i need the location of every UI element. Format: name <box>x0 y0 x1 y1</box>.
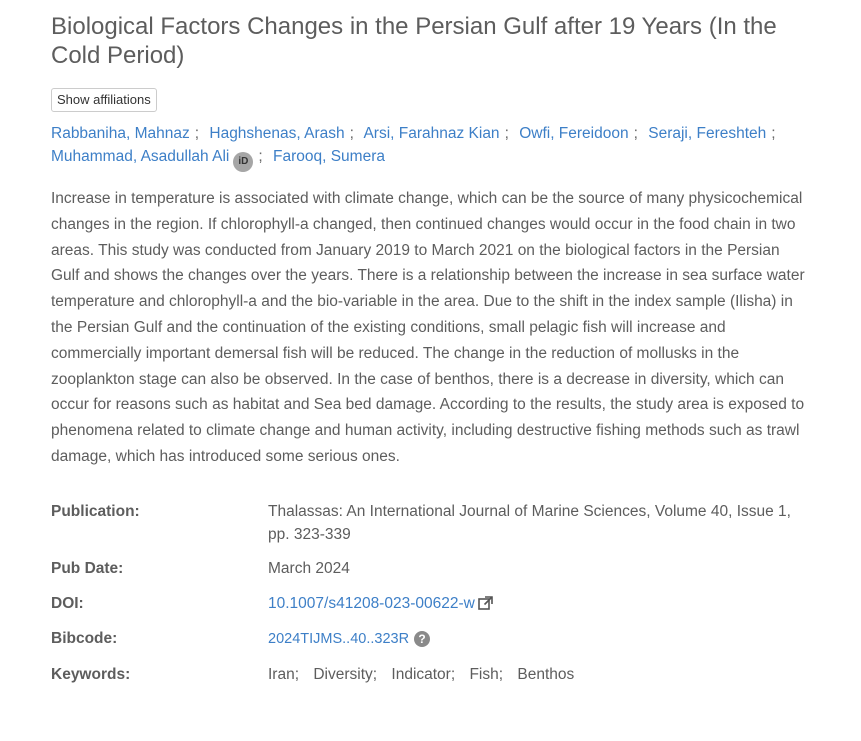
bibcode-row <box>51 627 811 663</box>
show-affiliations-button[interactable]: Show affiliations <box>51 88 157 112</box>
keywords-row <box>51 663 811 693</box>
keyword-item: Benthos <box>517 666 575 683</box>
publication-value: Thalassas: An International Journal of Marine Sciences, Volume 40, Issue 1, pp. 323-339 <box>268 503 791 543</box>
author-link[interactable]: Haghshenas, Arash <box>209 125 345 142</box>
doi-value <box>268 592 811 627</box>
keyword-item: Iran <box>268 666 295 683</box>
page-title: Biological Factors Changes in the Persian Gulf after 19 Years (In the Cold Period) <box>51 13 777 69</box>
author-link[interactable]: Rabbaniha, Mahnaz <box>51 125 190 142</box>
publication-row <box>51 500 811 557</box>
keyword-separator: ; <box>498 666 504 683</box>
author-separator: ; <box>194 125 200 142</box>
keyword-item: Fish <box>469 666 499 683</box>
author-link[interactable]: Farooq, Sumera <box>272 148 385 165</box>
author-separator: ; <box>258 148 263 165</box>
pubdate-row <box>51 557 811 592</box>
question-circle-icon[interactable]: ? <box>414 631 430 647</box>
author-separator: ; <box>349 125 354 142</box>
bibcode-link[interactable]: 2024TIJMS..40..323R <box>268 631 410 647</box>
author-separator: ; <box>633 125 638 142</box>
author-link[interactable]: Seraji, Fereshteh <box>648 125 767 142</box>
pubdate-label: Pub Date: <box>51 560 124 577</box>
author-separator: ; <box>504 125 509 142</box>
author-link[interactable]: Arsi, Farahnaz Kian <box>363 125 500 142</box>
keywords-label: Keywords: <box>51 666 131 683</box>
keywords-list <box>268 663 811 693</box>
author-link[interactable]: Muhammad, Asadullah Ali <box>51 148 230 165</box>
doi-link[interactable]: 10.1007/s41208-023-00622-w <box>268 595 475 612</box>
doi-label: DOI: <box>51 595 84 612</box>
abstract-text: Increase in temperature is associated with climate change, which can be the source of many physicochemical changes in the region. If chlorophyll-a changed, then continued changes would occur in the food chain in two areas. This study was conducted from January 2019 to March 2021 on the biological factors in the Persian Gulf and shows the changes over the years. There is a relationship between the increase in sea surface water temperature and chlorophyll-a and the bio-variable in the area. Due to the shift in the index sample (Ilisha) in the Persian Gulf and the continuation of the existing conditions, small pelagic fish will increase and commercially important demersal fish will be reduced. The change in the reduction of mollusks in the zooplankton stage can also be observed. In the case of benthos, there is a decrease in diversity, which can occur for reasons such as habitat and Sea bed damage. According to the results, the study area is exposed to phenomena related to climate change and human activity, including destructive fishing methods such as trawl damage, which has introduced some serious ones. <box>51 190 805 465</box>
bibcode-value <box>268 627 811 663</box>
author-list <box>51 122 811 172</box>
keyword-item: Indicator <box>391 666 451 683</box>
orcid-icon[interactable]: iD <box>233 152 253 172</box>
author-link[interactable]: Owfi, Fereidoon <box>519 125 629 142</box>
keyword-separator: ; <box>372 666 378 683</box>
external-link-icon[interactable] <box>478 594 493 617</box>
publication-label: Publication: <box>51 503 140 520</box>
keyword-separator: ; <box>294 666 300 683</box>
author-separator: ; <box>771 125 776 142</box>
bibcode-label: Bibcode: <box>51 630 118 647</box>
metadata-table <box>51 500 811 693</box>
pubdate-value: March 2024 <box>268 560 350 577</box>
keyword-item: Diversity <box>313 666 373 683</box>
doi-row <box>51 592 811 627</box>
keyword-separator: ; <box>450 666 456 683</box>
